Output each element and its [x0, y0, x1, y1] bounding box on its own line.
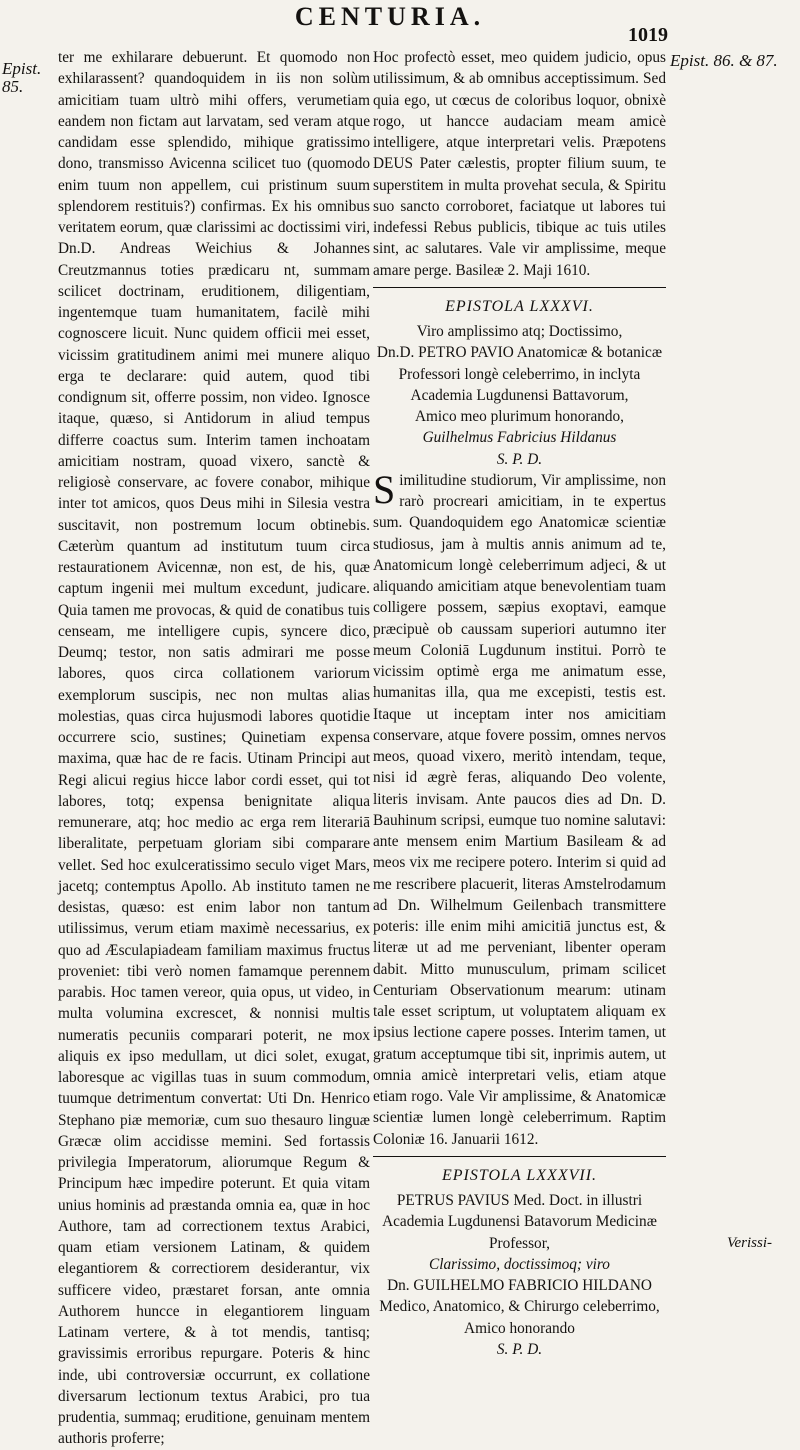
- epistle-87-greeting: S. P. D.: [496, 1340, 543, 1358]
- epistle-87-address-line2: Dn. GUILHELMO FABRICIO HILDANO Medico, Anatomico, & Chirurgo celeberrimo, Amico honorando: [379, 1277, 660, 1337]
- separator-rule: [373, 1156, 666, 1157]
- letter-85-text: ter me exhilarare debuerunt. Et quomodo non exhilarassent? quandoquidem in iis non solùm amicitiam tuam ultrò mihi offers, verumetiam eandem non fictam aut larvatam, sed veram atque candidam esse splendido, mihique gratissimo dono, transmisso Avicenna scilicet tuo (quomodo enim tuum non appellem, cui pristinum suum splendorem restituis?) confirmas. Ex his omnibus veritatem eorum, quæ clarissimi ac doctissimi viri, Dn.D. Andreas Weichius & Johannes Creutzmannus toties prædicaru nt, summam scilicet doctrinam, eruditionem, diligentiam, ingentemque tuam humanitatem, facilè mihi cognoscere licuit. Nunc quidem officii mei esset, vicissim gratitudinem animi mei munere aliquo erga te declarare: quid autem, quod tibi condignum sit, offerre possim, non video. Ignosce itaque, quæso, si Antidorum in aliud tempus differre coactus sum. Interim tamen inchoatam amicitiam nostram, quoad vixero, sanctè & religiosè conservare, ac fovere conabor, mihique inter tot amicos, quos Deus mihi in Silesia vestra suscitavit, non postremum locum obtinebis. Cæterùm quantum ad institutum tuum circa restaurationem Avicennæ, non est, de his, quæ captum ingenii mei multum excedunt, judicare. Quia tamen me provocas, & quid de conatibus tuis censeam, me intelligere cupis, syncere dico, Deumq; testor, non satis admirari me posse labores, quos circa collationem variorum exemplorum suscipis, nec non multas alias molestias, quas circa hujusmodi labores quotidie occurrere scio, sustines; Quinetiam expensa maxima, quæ hac de re facis. Utinam Principi aut Regi alicui regius hicce labor cordi esset, qui tot labores, totq; expensa benignitate aliqua remunerare, atq; hoc medio ac erga rem literariā liberalitate, perpetuam gloriam sibi comparare vellet. Sed hoc exulceratissimo seculo viget Mars, jacetq; contemptus Apollo. Ab instituto tamen ne desistas, quæso: est enim labor non tantum utilissimus, verum etiam maximè necessarius, ex quo ad Æsculapiadeam familiam maximus fructus proveniet: tibi verò nomen famamque perennem parabis. Hoc tamen vereor, quia opus, ut video, in multa volumina excrescet, & nonnisi multis numeratis pecuniis comparari poterit, ne mox aliquis ex ipso medullam, ut dici solet, exugat, laboresque ac vigillas tuas in suum commodum, tuumque detrimentum convertat: Uti Dn. Henrico Stephano piæ memoriæ, cum suo thesauro linguæ Græcæ olim accidisse memini. Sed fortassis privilegia Imperatorum, aliorumque Regum & Principum hæc impedire poterunt. Et quia vitam unius hominis ad præstanda omnia ea, quæ in hoc Authore, tam ad correctionem textus Arabici, quam etiam versionem Latinam, & quidem elegantiorem & correctiorem desiderantur, vix sufficere video, præstaret forsan, ante omnia Authorem huncce in elegantiorem linguam Latinam vertere, & à tot mendis, tantisq; gravissimis erroribus repurgare. Poteris & hinc inde, ubi controversiæ occurrunt, ex collatione diversarum lectionum textus Arabici, pro tua prudentia, summaq; eruditione, genuinam mentem authoris proferre;: [58, 49, 370, 1448]
- epistle-86-body-block: [373, 466, 666, 1150]
- epistle-86-address-line3: Amico meo plurimum honorando,: [414, 408, 625, 425]
- catchword: Verissi-: [727, 1235, 772, 1251]
- left-column: [58, 47, 370, 1448]
- page-number: 1019: [628, 24, 668, 46]
- epistle-86-address-line1: Viro amplissimo atq; Doctissimo,: [416, 323, 623, 340]
- epistle-86-sender: Guilhelmus Fabricius Hildanus: [422, 429, 617, 447]
- drop-cap: S: [373, 466, 396, 512]
- epistle-86-greeting: S. P. D.: [496, 450, 543, 468]
- margin-note-left: Epist. 85.: [2, 59, 42, 96]
- epistle-86-body: imilitudine studiorum, Vir amplissime, non rarò procreari amicitiam, in te expertus sum. Quandoquidem ego Anatomicæ scientiæ studiosus, jam à multis annis animum ad te, Anatomicum longè celeberrimum adjeci, & ut aliquando amicitiam atque benevolentiam tuam colligere possem, sæpius exoptavi, eamque præcipuè ob caussam superiori autumno iter meum Coloniā Lugdunum institui. Porrò te vicissim optimè erga me animatum esse, humanitas illa, qua me excepisti, testis est. Itaque ut inceptam inter nos amicitiam conservare, atque fovere possim, omnes nervos meos, quoad vixero, meritò intendam, teque, nisi id ægrè feras, aliquando Deo volente, literis invisam. Ante paucos dies ad Dn. D. Bauhinum scripsi, eumque tuo nomine salutavi: ante mensem enim Martium Basileam & ad meos vix me recipere potero. Interim si quid ad me rescribere placuerit, literas Amstelrodamum ad Dn. Wilhelmum Geilenbach transmittere poteris: ille enim mihi amicitiā junctus est, & literæ ut ad me perveniant, libenter operam dabit. Mitto munusculum, primam scilicet Centuriam Observationum mearum: utinam tale esset scriptum, ut voluptatem aliquam ex ipsius lectione capere posses. Interim tamen, ut gratum acceptumque tibi sit, inprimis autem, ut omnia amicè interpretari velis, etiam atque etiam rogo. Vale Vir amplissime, & Anatomicæ scientiæ lumen longè celeberrimum. Raptim Coloniæ 16. Januarii 1612.: [373, 471, 666, 1148]
- separator-rule: [373, 287, 666, 288]
- epistle-87-address-line1: Clarissimo, doctissimoq; viro: [429, 1255, 610, 1273]
- right-column: [373, 47, 666, 1360]
- epistle-86-address-line2: Dn.D. PETRO PAVIO Anatomicæ & botanicæ Professori longè celeberrimo, in inclyta Academia Lugdunensi Battavorum,: [376, 344, 663, 404]
- letter-85-closing: Hoc profectò esset, meo quidem judicio, opus utilissimum, & ab omnibus acceptissimum. Sed quia ego, ut cœcus de coloribus loquor, obnixè rogo, ut hancce audaciam meam amicè intelligere, atque interpretari velis. Præpotens DEUS Pater cælestis, propter filium suum, te superstitem in multa provehat secula, & Spiritu suo sancto corroboret, faciatque ut labores tui indefessi Rebus publicis, tibique ac tuis utiles sint, ac salutares. Vale vir amplissime, meque amare perge. Basileæ 2. Maji 1610.: [373, 49, 666, 279]
- epistle-87-heading: EPISTOLA LXXXVII.: [441, 1166, 598, 1184]
- epistle-86-heading: EPISTOLA LXXXVI.: [445, 297, 594, 315]
- margin-note-right: Epist. 86. & 87.: [670, 51, 778, 70]
- running-head: CENTURIA.: [294, 2, 486, 31]
- epistle-87-sender: PETRUS PAVIUS Med. Doct. in illustri Academia Lugdunensi Batavorum Medicinæ Professor,: [382, 1192, 657, 1252]
